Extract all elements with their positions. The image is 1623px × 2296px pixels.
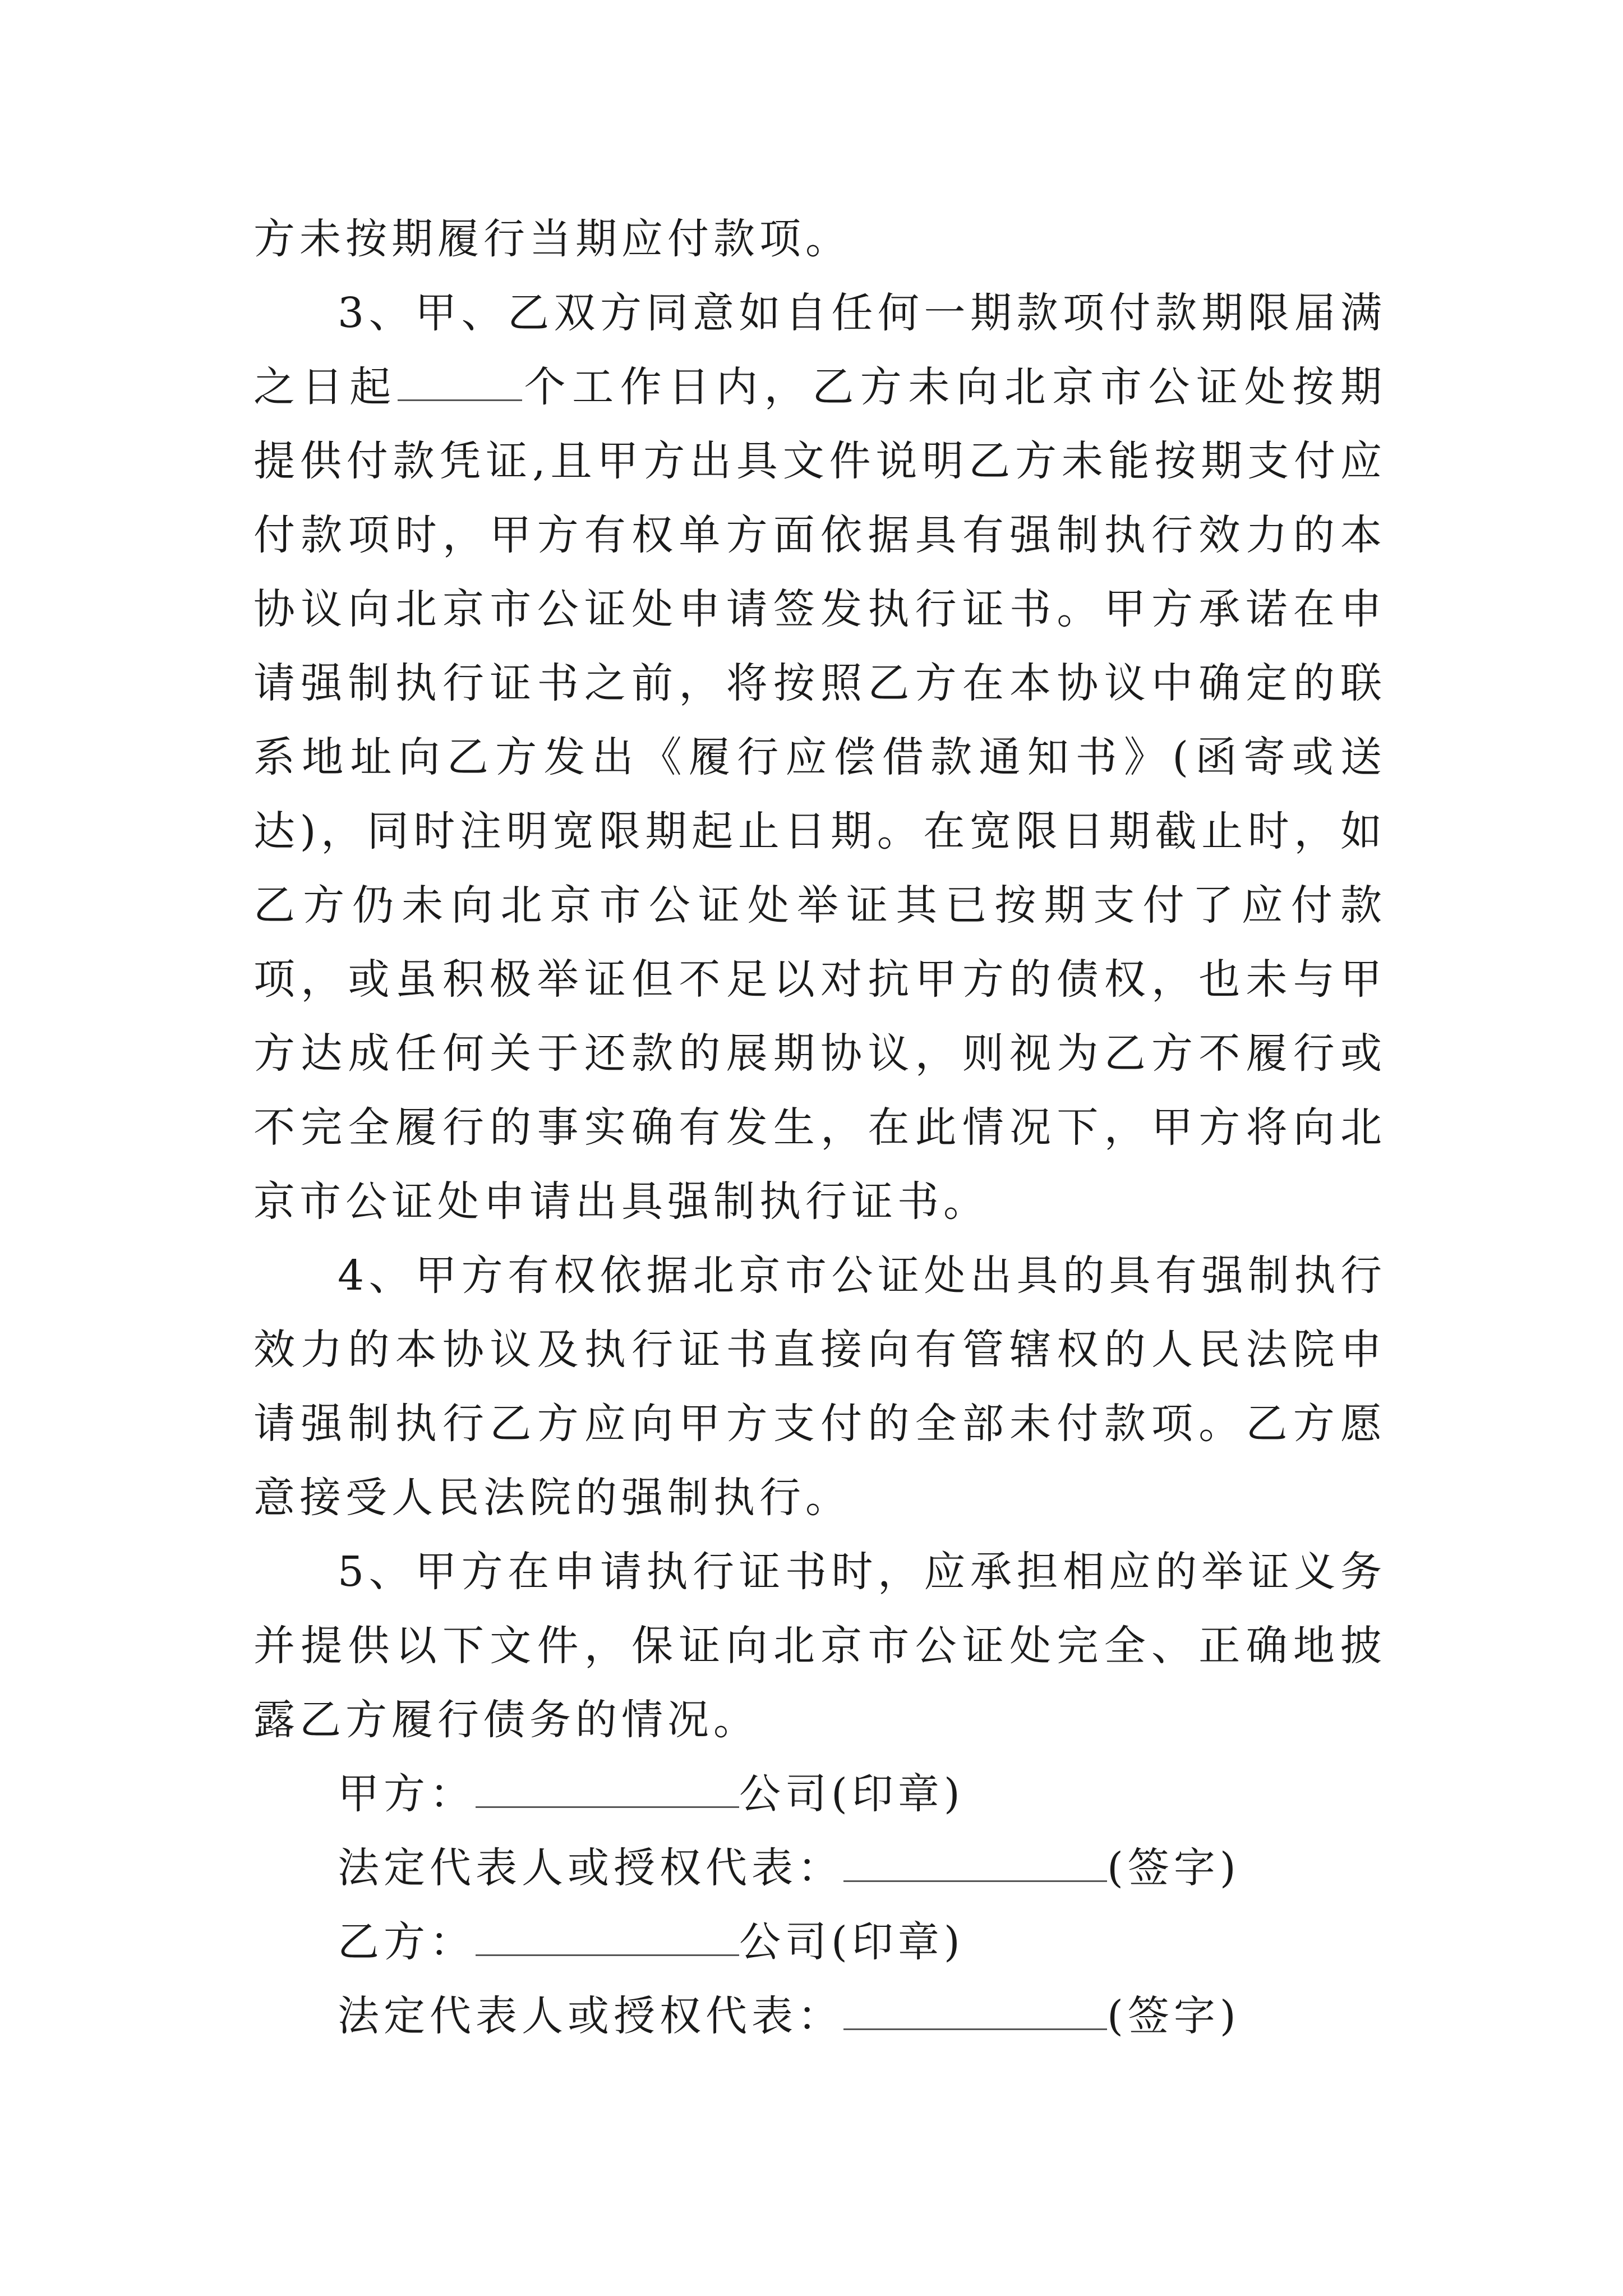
clause-3-text-end: 个工作日内，乙方未向北京市公证处按期提供付款凭证,且甲方出具文件说明乙方未能按期支付应付款项时，甲方有权单方面依据具有强制执行效力的本协议向北京市公证处申请签发执行证书。甲方承诺在申请强制执行证书之前，将按照乙方在本协议中确定的联系地址向乙方发出《履行应偿借款通知书》(函寄或送达)，同时注明宽限期起止日期。在宽限日期截止时，如乙方仍未向北京市公证处举证其已按期支付了应付款项，或虽积极举证但不足以对抗甲方的债权，也未与甲方达成任何关于还款的展期协议，则视为乙方不履行或不完全履行的事实确有发生，在此情况下，甲方将向北京市公证处申请出具强制执行证书。 [253,363,1387,1226]
party-a-name-blank[interactable] [476,1763,739,1808]
rep-b-suffix: (签字) [1107,1992,1241,2040]
party-b-label: 乙方： [338,1918,476,1966]
paragraph-clause-5 [253,1535,1386,1757]
rep-b-line [253,1979,1386,2053]
party-a-label: 甲方： [338,1770,476,1818]
rep-b-label: 法定代表人或授权代表： [338,1992,843,2040]
party-a-suffix: 公司(印章) [739,1770,965,1818]
paragraph-continuation [253,202,1386,276]
rep-a-suffix: (签字) [1107,1844,1241,1892]
party-b-suffix: 公司(印章) [739,1918,965,1966]
clause-5-text: 5、甲方在申请执行证书时，应承担相应的举证义务并提供以下文件，保证向北京市公证处完全、正确地披露乙方履行债务的情况。 [253,1548,1386,1744]
clause-3-text-start: 3、甲、乙双方同意如自任何一期款项付款期限届满之日起 [253,289,1386,411]
rep-a-signature-blank[interactable] [843,1837,1107,1882]
party-b-line [253,1905,1386,1979]
document-page [253,202,1386,2053]
rep-b-signature-blank[interactable] [843,1985,1107,2030]
rep-a-label: 法定代表人或授权代表： [338,1844,843,1892]
rep-a-line [253,1831,1386,1905]
paragraph-clause-4 [253,1239,1386,1535]
paragraph-text: 方未按期履行当期应付款项。 [253,215,851,263]
paragraph-clause-3 [253,276,1386,1239]
party-b-name-blank[interactable] [476,1911,739,1956]
clause-4-text: 4、甲方有权依据北京市公证处出具的具有强制执行效力的本协议及执行证书直接向有管辖权的人民法院申请强制执行乙方应向甲方支付的全部未付款项。乙方愿意接受人民法院的强制执行。 [253,1251,1386,1522]
party-a-line [253,1757,1386,1831]
working-days-blank[interactable] [398,356,522,401]
signature-block [253,1757,1386,2053]
